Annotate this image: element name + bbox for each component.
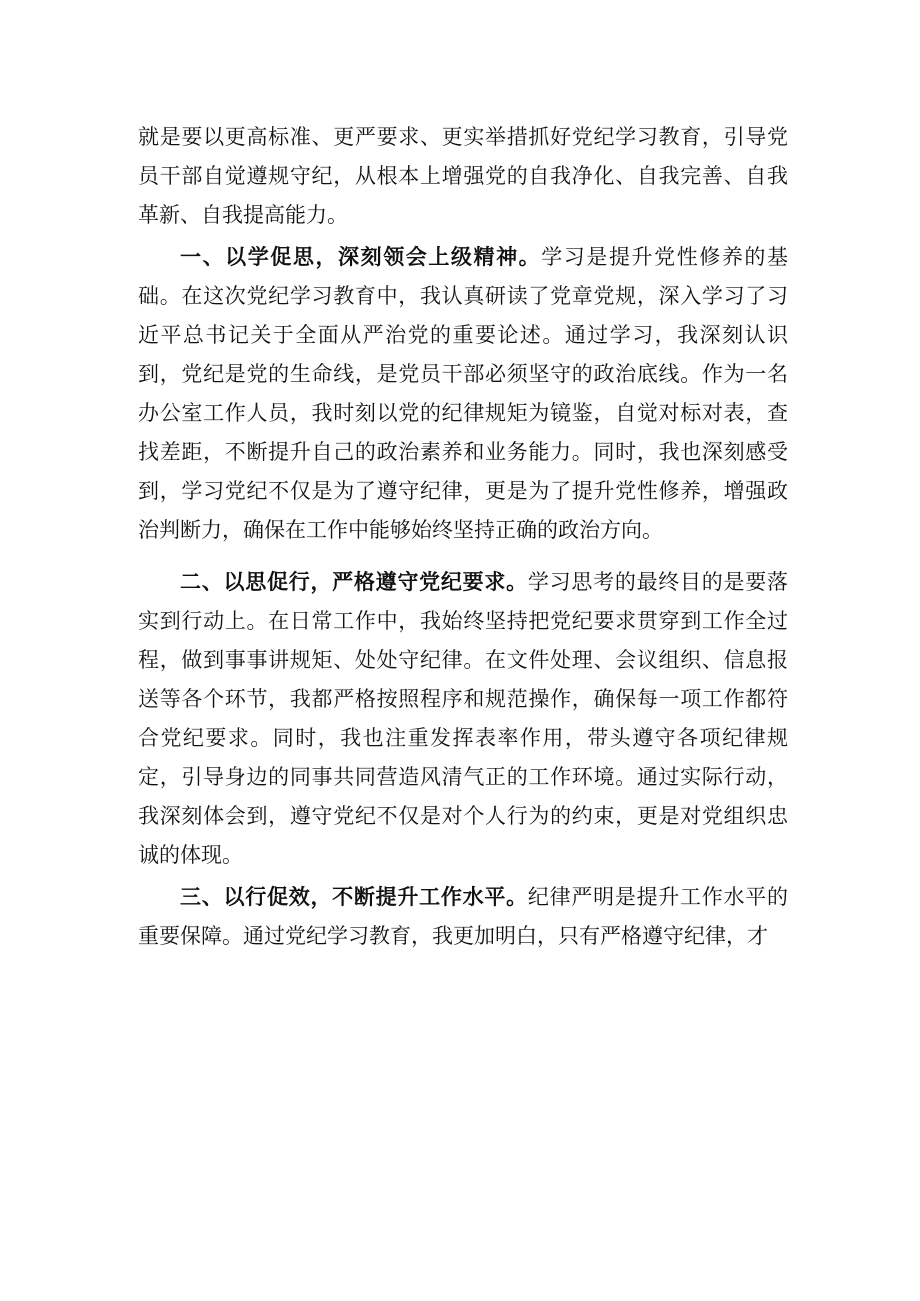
section-3-text: 纪律严明是提升工作水平的重要保障。通过党纪学习教育，我更加明白，只有严格遵守纪律，才 — [138, 885, 789, 948]
paragraph-intro-text: 就是要以更高标准、更严要求、更实举措抓好党纪学习教育，引导党员干部自觉遵规守纪，从根本上增强党的自我净化、自我完善、自我革新、自我提高能力。 — [138, 125, 788, 227]
section-2-text: 学习思考的最终目的是要落实到行动上。在日常工作中，我始终坚持把党纪要求贯穿到工作全过程，做到事事讲规矩、处处守纪律。在文件处理、会议组织、信息报送等各个环节，我都严格按照程序和规范操作，确保每一项工作都符合党纪要求。同时，我也注重发挥表率作用，带头遵守各项纪律规定，引导身边的同事共同营造风清气正的工作环境。通过实际行动，我深刻体会到，遵守党纪不仅是对个人行为的约束，更是对党组织忠诚的体现。 — [138, 570, 789, 867]
paragraph-section-3 — [138, 877, 788, 956]
section-1-heading: 一、以学促思，深刻领会上级精神。 — [180, 244, 542, 269]
section-3-heading: 三、以行促效，不断提升工作水平。 — [180, 884, 528, 909]
paragraph-intro — [138, 118, 788, 235]
paragraph-section-2 — [138, 562, 788, 875]
paragraph-section-1 — [138, 237, 788, 550]
section-2-heading: 二、以思促行，严格遵守党纪要求。 — [180, 569, 528, 594]
section-1-text: 学习是提升党性修养的基础。在这次党纪学习教育中，我认真研读了党章党规，深入学习了习近平总书记关于全面从严治党的重要论述。通过学习，我深刻认识到，党纪是党的生命线，是党员干部必须坚守的政治底线。作为一名办公室工作人员，我时刻以党的纪律规矩为镜鉴，自觉对标对表，查找差距，不断提升自己的政治素养和业务能力。同时，我也深刻感受到，学习党纪不仅是为了遵守纪律，更是为了提升党性修养，增强政治判断力，确保在工作中能够始终坚持正确的政治方向。 — [138, 245, 789, 542]
document-body — [138, 118, 788, 956]
